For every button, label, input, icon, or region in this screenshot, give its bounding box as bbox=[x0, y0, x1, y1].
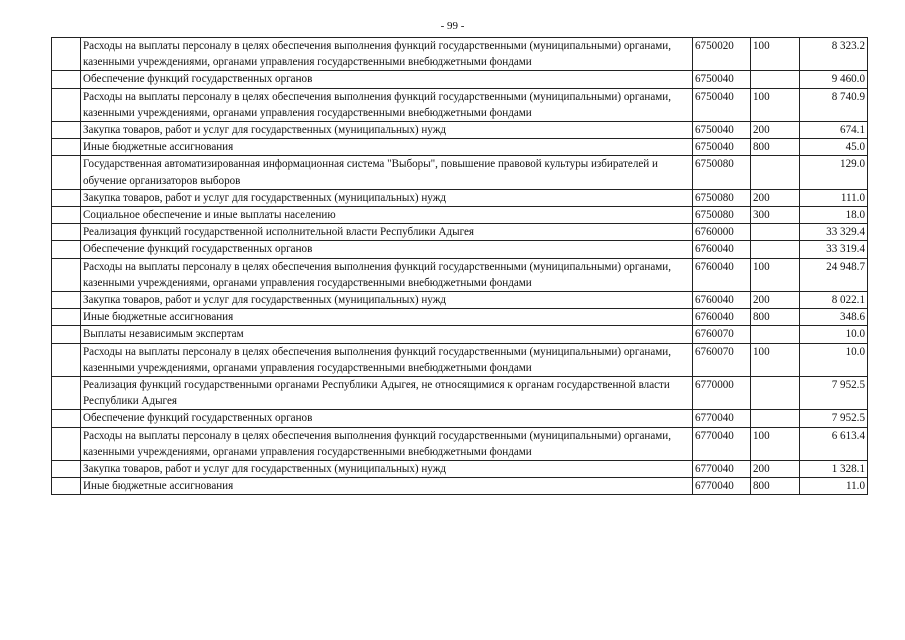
table-row bbox=[52, 343, 868, 376]
target-code-cell: 6760040 bbox=[693, 258, 751, 291]
target-code-cell: 6750040 bbox=[693, 71, 751, 88]
target-code-cell: 6750040 bbox=[693, 139, 751, 156]
expense-name-cell: Обеспечение функций государственных органов bbox=[81, 241, 693, 258]
expense-name-cell: Обеспечение функций государственных органов bbox=[81, 71, 693, 88]
amount-cell: 33 329.4 bbox=[800, 224, 868, 241]
blank-cell bbox=[52, 224, 81, 241]
blank-cell bbox=[52, 122, 81, 139]
table-row bbox=[52, 224, 868, 241]
blank-cell bbox=[52, 139, 81, 156]
amount-cell: 129.0 bbox=[800, 156, 868, 189]
table-row bbox=[52, 71, 868, 88]
amount-cell: 24 948.7 bbox=[800, 258, 868, 291]
table-row bbox=[52, 156, 868, 189]
expense-name-cell: Закупка товаров, работ и услуг для государственных (муниципальных) нужд bbox=[81, 292, 693, 309]
target-code-cell: 6770040 bbox=[693, 427, 751, 460]
expense-name-cell: Иные бюджетные ассигнования bbox=[81, 478, 693, 495]
page-number: - 99 - bbox=[440, 20, 465, 32]
table-row bbox=[52, 461, 868, 478]
target-code-cell: 6750080 bbox=[693, 189, 751, 206]
expense-name-cell: Иные бюджетные ассигнования bbox=[81, 309, 693, 326]
expense-name-cell: Социальное обеспечение и иные выплаты населению bbox=[81, 207, 693, 224]
table-row bbox=[52, 38, 868, 71]
blank-cell bbox=[52, 292, 81, 309]
amount-cell: 348.6 bbox=[800, 309, 868, 326]
expense-kind-cell bbox=[751, 377, 800, 410]
expense-name-cell: Закупка товаров, работ и услуг для государственных (муниципальных) нужд bbox=[81, 122, 693, 139]
expense-name-cell: Иные бюджетные ассигнования bbox=[81, 139, 693, 156]
blank-cell bbox=[52, 207, 81, 224]
expense-name-cell: Расходы на выплаты персоналу в целях обеспечения выполнения функций государственными (муниципальными) органами, казенными учреждениями, органами управления государственными внебюджетными фондами bbox=[81, 343, 693, 376]
target-code-cell: 6760070 bbox=[693, 343, 751, 376]
target-code-cell: 6770000 bbox=[693, 377, 751, 410]
expense-kind-cell: 200 bbox=[751, 122, 800, 139]
table-row bbox=[52, 122, 868, 139]
expense-kind-cell bbox=[751, 71, 800, 88]
blank-cell bbox=[52, 38, 81, 71]
target-code-cell: 6750080 bbox=[693, 156, 751, 189]
blank-cell bbox=[52, 326, 81, 343]
target-code-cell: 6760000 bbox=[693, 224, 751, 241]
table-row bbox=[52, 326, 868, 343]
target-code-cell: 6750040 bbox=[693, 88, 751, 121]
table-row bbox=[52, 292, 868, 309]
blank-cell bbox=[52, 461, 81, 478]
expense-name-cell: Закупка товаров, работ и услуг для государственных (муниципальных) нужд bbox=[81, 189, 693, 206]
blank-cell bbox=[52, 377, 81, 410]
target-code-cell: 6770040 bbox=[693, 461, 751, 478]
table-row bbox=[52, 410, 868, 427]
amount-cell: 6 613.4 bbox=[800, 427, 868, 460]
expense-name-cell: Реализация функций государственной исполнительной власти Республики Адыгея bbox=[81, 224, 693, 241]
table-row bbox=[52, 241, 868, 258]
expense-kind-cell: 200 bbox=[751, 189, 800, 206]
amount-cell: 8 022.1 bbox=[800, 292, 868, 309]
amount-cell: 7 952.5 bbox=[800, 377, 868, 410]
target-code-cell: 6770040 bbox=[693, 478, 751, 495]
target-code-cell: 6760040 bbox=[693, 292, 751, 309]
target-code-cell: 6750040 bbox=[693, 122, 751, 139]
amount-cell: 10.0 bbox=[800, 343, 868, 376]
expense-kind-cell bbox=[751, 326, 800, 343]
table-row bbox=[52, 427, 868, 460]
expense-name-cell: Расходы на выплаты персоналу в целях обеспечения выполнения функций государственными (муниципальными) органами, казенными учреждениями, органами управления государственными внебюджетными фондами bbox=[81, 38, 693, 71]
target-code-cell: 6760040 bbox=[693, 241, 751, 258]
blank-cell bbox=[52, 156, 81, 189]
table-row bbox=[52, 139, 868, 156]
table-row bbox=[52, 189, 868, 206]
expense-kind-cell bbox=[751, 241, 800, 258]
amount-cell: 11.0 bbox=[800, 478, 868, 495]
expense-name-cell: Реализация функций государственными органами Республики Адыгея, не относящимися к органам государственной власти Республики Адыгея bbox=[81, 377, 693, 410]
target-code-cell: 6760040 bbox=[693, 309, 751, 326]
target-code-cell: 6760070 bbox=[693, 326, 751, 343]
expense-name-cell: Государственная автоматизированная информационная система "Выборы", повышение правовой культуры избирателей и обучение организаторов выборов bbox=[81, 156, 693, 189]
expense-kind-cell: 200 bbox=[751, 292, 800, 309]
expense-kind-cell: 100 bbox=[751, 343, 800, 376]
expense-kind-cell: 100 bbox=[751, 427, 800, 460]
blank-cell bbox=[52, 189, 81, 206]
blank-cell bbox=[52, 71, 81, 88]
target-code-cell: 6770040 bbox=[693, 410, 751, 427]
amount-cell: 9 460.0 bbox=[800, 71, 868, 88]
expense-name-cell: Обеспечение функций государственных органов bbox=[81, 410, 693, 427]
budget-table bbox=[51, 37, 868, 495]
amount-cell: 18.0 bbox=[800, 207, 868, 224]
expense-name-cell: Расходы на выплаты персоналу в целях обеспечения выполнения функций государственными (муниципальными) органами, казенными учреждениями, органами управления государственными внебюджетными фондами bbox=[81, 88, 693, 121]
table-row bbox=[52, 309, 868, 326]
expense-kind-cell bbox=[751, 410, 800, 427]
target-code-cell: 6750020 bbox=[693, 38, 751, 71]
expense-kind-cell: 200 bbox=[751, 461, 800, 478]
blank-cell bbox=[52, 478, 81, 495]
blank-cell bbox=[52, 343, 81, 376]
expense-name-cell: Выплаты независимым экспертам bbox=[81, 326, 693, 343]
amount-cell: 674.1 bbox=[800, 122, 868, 139]
expense-kind-cell: 800 bbox=[751, 139, 800, 156]
expense-kind-cell: 100 bbox=[751, 258, 800, 291]
expense-name-cell: Закупка товаров, работ и услуг для государственных (муниципальных) нужд bbox=[81, 461, 693, 478]
blank-cell bbox=[52, 241, 81, 258]
amount-cell: 45.0 bbox=[800, 139, 868, 156]
amount-cell: 8 323.2 bbox=[800, 38, 868, 71]
expense-kind-cell: 100 bbox=[751, 88, 800, 121]
table-row bbox=[52, 478, 868, 495]
expense-kind-cell: 800 bbox=[751, 309, 800, 326]
expense-kind-cell: 800 bbox=[751, 478, 800, 495]
amount-cell: 8 740.9 bbox=[800, 88, 868, 121]
target-code-cell: 6750080 bbox=[693, 207, 751, 224]
expense-name-cell: Расходы на выплаты персоналу в целях обеспечения выполнения функций государственными (муниципальными) органами, казенными учреждениями, органами управления государственными внебюджетными фондами bbox=[81, 258, 693, 291]
blank-cell bbox=[52, 427, 81, 460]
table-row bbox=[52, 377, 868, 410]
table-row bbox=[52, 88, 868, 121]
amount-cell: 111.0 bbox=[800, 189, 868, 206]
expense-name-cell: Расходы на выплаты персоналу в целях обеспечения выполнения функций государственными (муниципальными) органами, казенными учреждениями, органами управления государственными внебюджетными фондами bbox=[81, 427, 693, 460]
expense-kind-cell: 300 bbox=[751, 207, 800, 224]
expense-kind-cell bbox=[751, 224, 800, 241]
amount-cell: 1 328.1 bbox=[800, 461, 868, 478]
blank-cell bbox=[52, 309, 81, 326]
blank-cell bbox=[52, 258, 81, 291]
table-row bbox=[52, 207, 868, 224]
blank-cell bbox=[52, 88, 81, 121]
expense-kind-cell bbox=[751, 156, 800, 189]
amount-cell: 7 952.5 bbox=[800, 410, 868, 427]
amount-cell: 10.0 bbox=[800, 326, 868, 343]
blank-cell bbox=[52, 410, 81, 427]
amount-cell: 33 319.4 bbox=[800, 241, 868, 258]
table-row bbox=[52, 258, 868, 291]
expense-kind-cell: 100 bbox=[751, 38, 800, 71]
